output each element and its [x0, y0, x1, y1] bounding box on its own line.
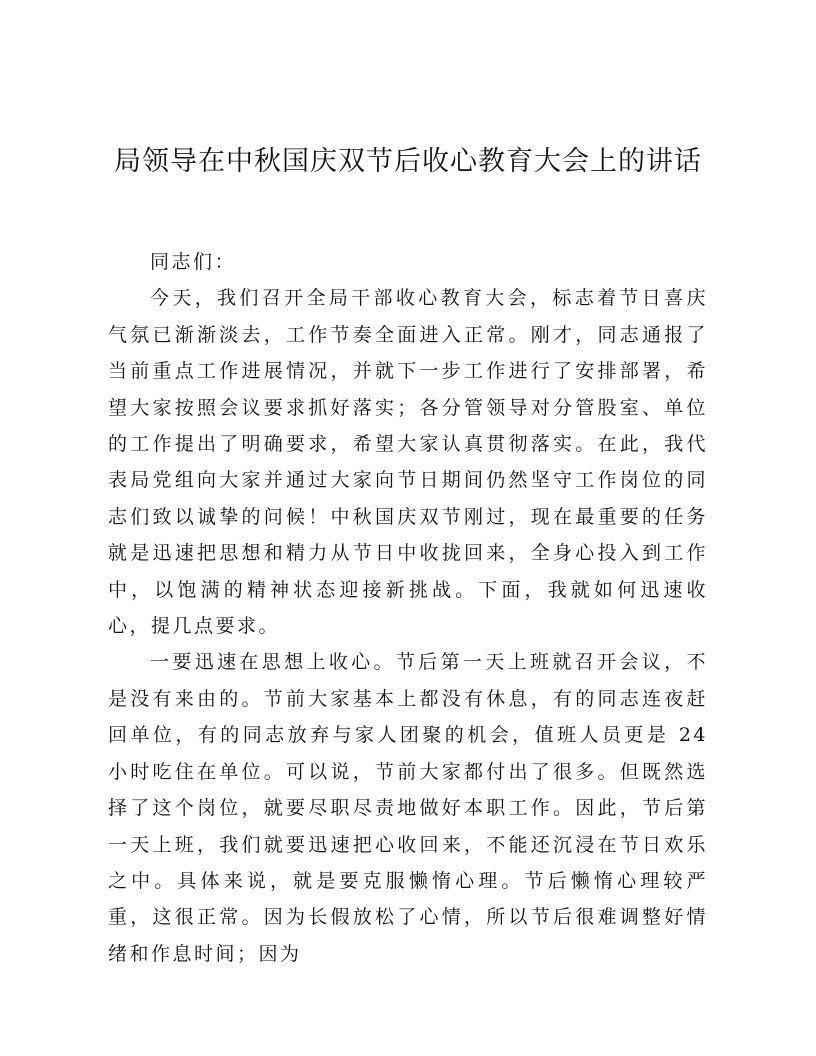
document-body [108, 244, 708, 972]
paragraph-point-one: 一要迅速在思想上收心。节后第一天上班就召开会议，不是没有来由的。节前大家基本上都没有休息，有的同志连夜赶回单位，有的同志放弃与家人团聚的机会，值班人员更是 24 小时吃住在单位。可以说，节前大家都付出了很多。但既然选择了这个岗位，就要尽职尽责地做好本职工作。因此，节后第一天上班，我们就要迅速把心收回来，不能还沉浸在节日欢乐之中。具体来说，就是要克服懒惰心理。节后懒惰心理较严重，这很正常。因为长假放松了心情，所以节后很难调整好情绪和作息时间；因为 [108, 651, 708, 965]
document-title: 局领导在中秋国庆双节后收心教育大会上的讲话 [114, 146, 702, 177]
paragraph-opening: 今天，我们召开全局干部收心教育大会，标志着节日喜庆气氛已渐渐淡去，工作节奏全面进入正常。刚才，同志通报了当前重点工作进展情况，并就下一步工作进行了安排部署，希望大家按照会议要求抓好落实；各分管领导对分管股室、单位的工作提出了明确要求，希望大家认真贯彻落实。在此，我代表局党组向大家并通过大家向节日期间仍然坚守工作岗位的同志们致以诚挚的问候！中秋国庆双节刚过，现在最重要的任务就是迅速把思想和精力从节日中收拢回来，全身心投入到工作中，以饱满的精神状态迎接新挑战。下面，我就如何迅速收心，提几点要求。 [108, 287, 708, 638]
salutation: 同志们： [150, 251, 237, 273]
